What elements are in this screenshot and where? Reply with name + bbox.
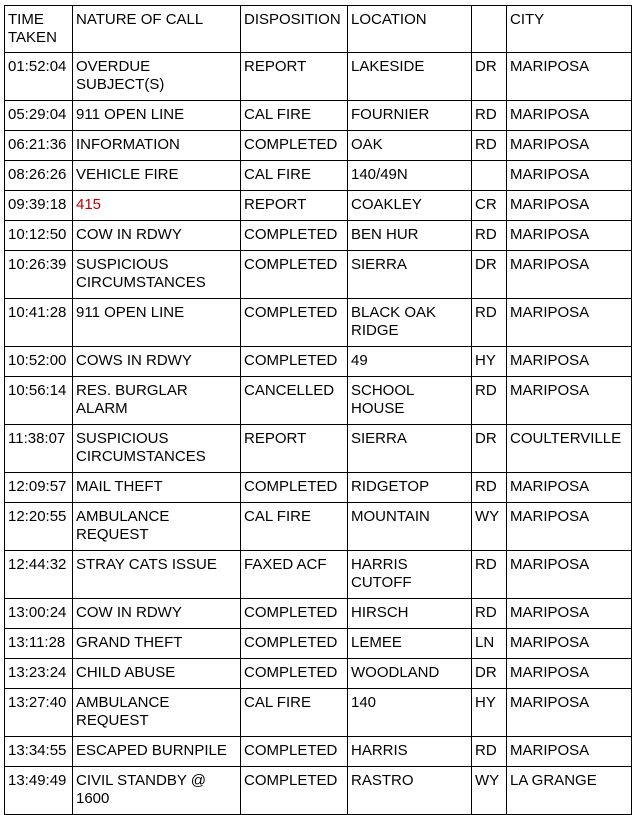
cell-city: MARIPOSA <box>507 131 632 161</box>
cell-nature-of-call: 415 <box>73 191 241 221</box>
call-log-body <box>5 53 632 815</box>
table-row <box>5 551 632 599</box>
cell-location: RIDGETOP <box>348 473 472 503</box>
cell-nature-of-call: AMBULANCE REQUEST <box>73 503 241 551</box>
cell-city: MARIPOSA <box>507 503 632 551</box>
cell-nature-of-call: ESCAPED BURNPILE <box>73 737 241 767</box>
cell-city: MARIPOSA <box>507 53 632 101</box>
cell-location: COAKLEY <box>348 191 472 221</box>
cell-time-taken: 10:26:39 <box>5 251 73 299</box>
cell-time-taken: 10:52:00 <box>5 347 73 377</box>
cell-nature-of-call: RES. BURGLAR ALARM <box>73 377 241 425</box>
cell-nature-of-call: 911 OPEN LINE <box>73 101 241 131</box>
cell-location: SIERRA <box>348 425 472 473</box>
cell-nature-of-call: CHILD ABUSE <box>73 659 241 689</box>
cell-city: MARIPOSA <box>507 377 632 425</box>
header-street-suffix <box>472 6 507 53</box>
cell-location: 140/49N <box>348 161 472 191</box>
cell-location: HIRSCH <box>348 599 472 629</box>
cell-street-suffix: RD <box>472 221 507 251</box>
cell-city: MARIPOSA <box>507 599 632 629</box>
cell-location: LEMEE <box>348 629 472 659</box>
cell-city: MARIPOSA <box>507 251 632 299</box>
cell-time-taken: 06:21:36 <box>5 131 73 161</box>
cell-disposition: COMPLETED <box>241 251 348 299</box>
table-row <box>5 659 632 689</box>
cell-time-taken: 12:44:32 <box>5 551 73 599</box>
cell-street-suffix: RD <box>472 131 507 161</box>
header-location: LOCATION <box>348 6 472 53</box>
cell-city: MARIPOSA <box>507 101 632 131</box>
cell-time-taken: 01:52:04 <box>5 53 73 101</box>
table-row <box>5 347 632 377</box>
cell-street-suffix: RD <box>472 473 507 503</box>
cell-city: MARIPOSA <box>507 299 632 347</box>
cell-location: HARRIS CUTOFF <box>348 551 472 599</box>
cell-nature-of-call: 911 OPEN LINE <box>73 299 241 347</box>
cell-location: WOODLAND <box>348 659 472 689</box>
cell-disposition: REPORT <box>241 425 348 473</box>
table-row <box>5 101 632 131</box>
cell-disposition: COMPLETED <box>241 767 348 815</box>
table-row <box>5 425 632 473</box>
cell-disposition: COMPLETED <box>241 599 348 629</box>
cell-nature-of-call: COWS IN RDWY <box>73 347 241 377</box>
cell-city: MARIPOSA <box>507 659 632 689</box>
cell-city: MARIPOSA <box>507 347 632 377</box>
cell-time-taken: 13:34:55 <box>5 737 73 767</box>
cell-city: MARIPOSA <box>507 221 632 251</box>
cell-street-suffix <box>472 161 507 191</box>
cell-nature-of-call: GRAND THEFT <box>73 629 241 659</box>
table-row <box>5 251 632 299</box>
cell-time-taken: 05:29:04 <box>5 101 73 131</box>
cell-street-suffix: HY <box>472 347 507 377</box>
cell-nature-of-call: OVERDUE SUBJECT(S) <box>73 53 241 101</box>
cell-disposition: COMPLETED <box>241 629 348 659</box>
cell-disposition: REPORT <box>241 191 348 221</box>
table-row <box>5 599 632 629</box>
table-row <box>5 131 632 161</box>
cell-city: MARIPOSA <box>507 629 632 659</box>
table-row <box>5 737 632 767</box>
table-row <box>5 161 632 191</box>
cell-nature-of-call: VEHICLE FIRE <box>73 161 241 191</box>
cell-time-taken: 13:00:24 <box>5 599 73 629</box>
cell-disposition: COMPLETED <box>241 299 348 347</box>
table-row <box>5 689 632 737</box>
cell-nature-of-call: CIVIL STANDBY @ 1600 <box>73 767 241 815</box>
cell-location: SCHOOL HOUSE <box>348 377 472 425</box>
cell-street-suffix: CR <box>472 191 507 221</box>
header-time-taken: TIME TAKEN <box>5 6 73 53</box>
cell-nature-of-call: SUSPICIOUS CIRCUMSTANCES <box>73 425 241 473</box>
cell-location: BEN HUR <box>348 221 472 251</box>
header-row <box>5 6 632 53</box>
cell-location: FOURNIER <box>348 101 472 131</box>
cell-street-suffix: RD <box>472 551 507 599</box>
cell-street-suffix: RD <box>472 377 507 425</box>
cell-nature-of-call: COW IN RDWY <box>73 221 241 251</box>
cell-time-taken: 11:38:07 <box>5 425 73 473</box>
cell-location: MOUNTAIN <box>348 503 472 551</box>
cell-location: HARRIS <box>348 737 472 767</box>
cell-time-taken: 10:41:28 <box>5 299 73 347</box>
cell-time-taken: 12:20:55 <box>5 503 73 551</box>
cell-street-suffix: HY <box>472 689 507 737</box>
table-row <box>5 221 632 251</box>
cell-nature-of-call: MAIL THEFT <box>73 473 241 503</box>
cell-disposition: COMPLETED <box>241 131 348 161</box>
cell-time-taken: 13:11:28 <box>5 629 73 659</box>
table-row <box>5 191 632 221</box>
cell-city: MARIPOSA <box>507 191 632 221</box>
cell-street-suffix: DR <box>472 53 507 101</box>
cell-street-suffix: DR <box>472 251 507 299</box>
table-row <box>5 629 632 659</box>
cell-location: 49 <box>348 347 472 377</box>
cell-city: COULTERVILLE <box>507 425 632 473</box>
cell-street-suffix: WY <box>472 767 507 815</box>
cell-location: OAK <box>348 131 472 161</box>
cell-disposition: REPORT <box>241 53 348 101</box>
cell-street-suffix: DR <box>472 659 507 689</box>
cell-time-taken: 13:23:24 <box>5 659 73 689</box>
table-row <box>5 299 632 347</box>
header-nature-of-call: NATURE OF CALL <box>73 6 241 53</box>
cell-city: LA GRANGE <box>507 767 632 815</box>
cell-time-taken: 08:26:26 <box>5 161 73 191</box>
cell-disposition: CAL FIRE <box>241 689 348 737</box>
call-log-table <box>4 5 632 815</box>
cell-disposition: CAL FIRE <box>241 503 348 551</box>
cell-city: MARIPOSA <box>507 737 632 767</box>
cell-time-taken: 13:27:40 <box>5 689 73 737</box>
cell-city: MARIPOSA <box>507 161 632 191</box>
cell-nature-of-call: SUSPICIOUS CIRCUMSTANCES <box>73 251 241 299</box>
table-row <box>5 503 632 551</box>
cell-disposition: CAL FIRE <box>241 101 348 131</box>
cell-street-suffix: RD <box>472 101 507 131</box>
cell-street-suffix: LN <box>472 629 507 659</box>
cell-time-taken: 09:39:18 <box>5 191 73 221</box>
cell-street-suffix: DR <box>472 425 507 473</box>
table-row <box>5 377 632 425</box>
cell-location: RASTRO <box>348 767 472 815</box>
cell-time-taken: 10:12:50 <box>5 221 73 251</box>
cell-time-taken: 13:49:49 <box>5 767 73 815</box>
cell-location: SIERRA <box>348 251 472 299</box>
cell-location: BLACK OAK RIDGE <box>348 299 472 347</box>
cell-nature-of-call: COW IN RDWY <box>73 599 241 629</box>
cell-nature-of-call: STRAY CATS ISSUE <box>73 551 241 599</box>
cell-street-suffix: WY <box>472 503 507 551</box>
cell-city: MARIPOSA <box>507 689 632 737</box>
cell-street-suffix: RD <box>472 299 507 347</box>
cell-disposition: COMPLETED <box>241 221 348 251</box>
cell-disposition: COMPLETED <box>241 737 348 767</box>
cell-disposition: CAL FIRE <box>241 161 348 191</box>
header-disposition: DISPOSITION <box>241 6 348 53</box>
cell-city: MARIPOSA <box>507 551 632 599</box>
cell-location: LAKESIDE <box>348 53 472 101</box>
table-row <box>5 473 632 503</box>
cell-city: MARIPOSA <box>507 473 632 503</box>
cell-disposition: FAXED ACF <box>241 551 348 599</box>
cell-street-suffix: RD <box>472 737 507 767</box>
cell-disposition: COMPLETED <box>241 347 348 377</box>
cell-nature-of-call: AMBULANCE REQUEST <box>73 689 241 737</box>
cell-disposition: CANCELLED <box>241 377 348 425</box>
header-city: CITY <box>507 6 632 53</box>
cell-time-taken: 12:09:57 <box>5 473 73 503</box>
cell-street-suffix: RD <box>472 599 507 629</box>
cell-disposition: COMPLETED <box>241 659 348 689</box>
cell-time-taken: 10:56:14 <box>5 377 73 425</box>
cell-disposition: COMPLETED <box>241 473 348 503</box>
table-row <box>5 53 632 101</box>
cell-location: 140 <box>348 689 472 737</box>
cell-nature-of-call: INFORMATION <box>73 131 241 161</box>
table-row <box>5 767 632 815</box>
